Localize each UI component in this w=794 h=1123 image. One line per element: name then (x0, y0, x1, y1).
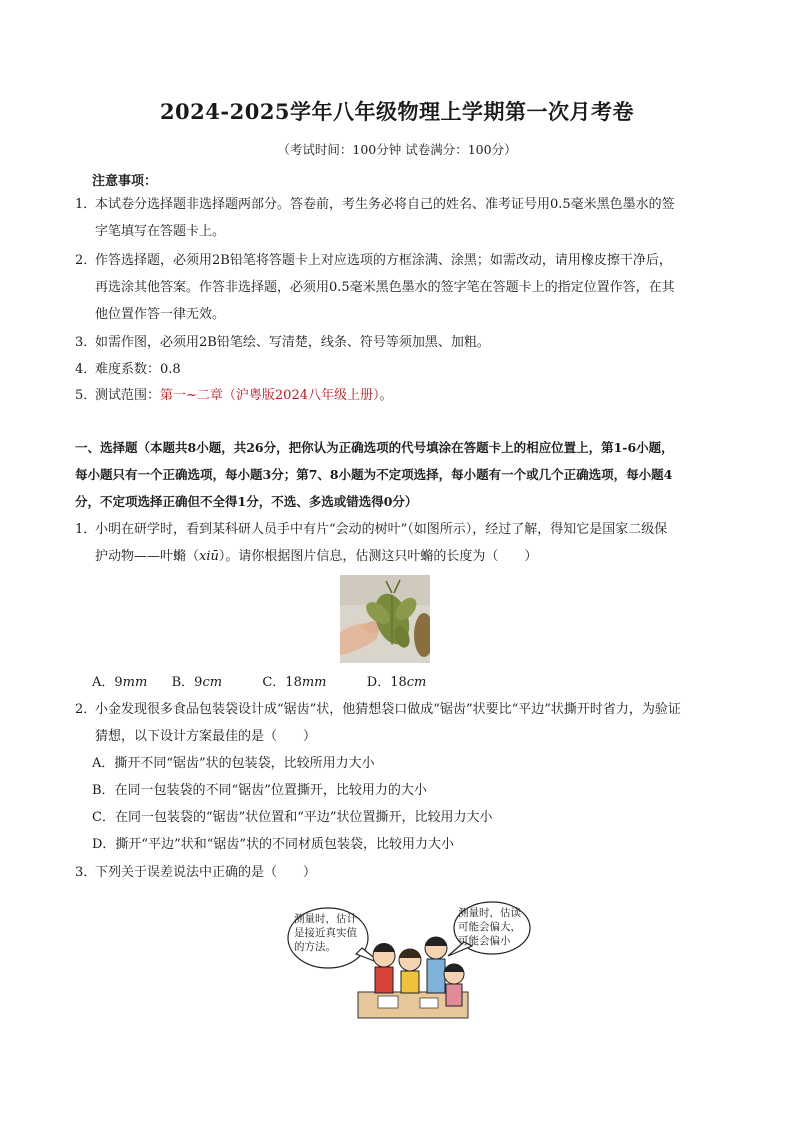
question-1: 1．小明在研学时，看到某科研人员手中有片“会动的树叶”（如图所示），经过了解，得知它是国家二级保 (75, 522, 668, 537)
page-title: 2024-2025学年八年级物理上学期第一次月考卷 (159, 99, 635, 124)
notice-heading: 注意事项： (92, 174, 158, 189)
section-heading: 一、选择题（本题共8小题，共26分，把你认为正确选项的代号填涂在答题卡上的相应位置上，第1-6小题， (75, 440, 674, 455)
option-b[interactable]: B．9cm (171, 675, 223, 690)
section-heading-cont: 每小题只有一个正确选项，每小题3分；第7、8小题为不定项选择，每小题有一个或几个正确选项，每小题4 (75, 467, 673, 482)
option-b[interactable]: B．在同一包装袋的不同“锯齿”位置撕开，比较用力的大小 (92, 783, 427, 798)
question-2-cont: 猜想，以下设计方案最佳的是（ ） (95, 729, 317, 744)
option-a[interactable]: A．9mm (92, 675, 148, 690)
option-c[interactable]: C．18mm (262, 675, 327, 690)
notice-item-2-cont: 他位置作答一律无效。 (95, 307, 226, 322)
test-range: 第一~二章（沪粤版2024八年级上册） (160, 388, 380, 403)
exam-info: （考试时间：100分钟 试卷满分：100分） (277, 142, 517, 157)
option-d[interactable]: D．撕开“平边”状和“锯齿”状的不同材质包装袋，比较用力大小 (92, 837, 455, 852)
option-a[interactable]: A．撕开不同“锯齿”状的包装袋，比较所用力大小 (92, 756, 375, 771)
pinyin: xiū (199, 549, 219, 564)
leaf-insect-photo (340, 575, 430, 663)
speech-bubble-left: 测量时，估计 是接近真实值 的方法。 (294, 913, 357, 954)
question-2: 2．小金发现很多食品包装袋设计成“锯齿”状，他猜想袋口做成“锯齿”状要比“平边”状撕开时省力，为验证 (75, 702, 681, 717)
section-heading-cont: 分，不定项选择正确但不全得1分，不选、多选或错选得0分） (75, 494, 418, 509)
option-c[interactable]: C．在同一包装袋的“锯齿”状位置和“平边”状位置撕开，比较用力大小 (92, 810, 493, 825)
notice-item-2: 2．作答选择题，必须用2B铅笔将答题卡上对应选项的方框涂满、涂黑；如需改动，请用橡皮擦干净后， (75, 253, 672, 268)
option-d[interactable]: D．18cm (366, 675, 427, 690)
notice-item-5: 5．测试范围：第一~二章（沪粤版2024八年级上册）。 (75, 388, 393, 403)
students-cartoon (286, 898, 532, 1026)
notice-item-2-cont: 再选涂其他答案。作答非选择题，必须用0.5毫米黑色墨水的签字笔在答题卡上的指定位置作答，在其 (95, 280, 675, 295)
question-1-cont: 护动物——叶䗛（xiū）。请你根据图片信息，估测这只叶䗛的长度为（ ） (95, 549, 538, 564)
notice-item-3: 3．如需作图，必须用2B铅笔绘、写清楚，线条、符号等须加黑、加粗。 (75, 335, 490, 350)
speech-bubble-right: 测量时，估读 可能会偏大， 可能会偏小 (458, 907, 521, 948)
notice-item-1-cont: 字笔填写在答题卡上。 (95, 224, 226, 239)
question-3: 3．下列关于误差说法中正确的是（ ） (75, 865, 317, 880)
question-1-options (92, 675, 426, 691)
notice-item-1: 1．本试卷分选择题非选择题两部分。答卷前，考生务必将自己的姓名、准考证号用0.5毫米黑色墨水的签 (75, 197, 675, 212)
notice-item-4: 4．难度系数：0.8 (75, 362, 181, 377)
